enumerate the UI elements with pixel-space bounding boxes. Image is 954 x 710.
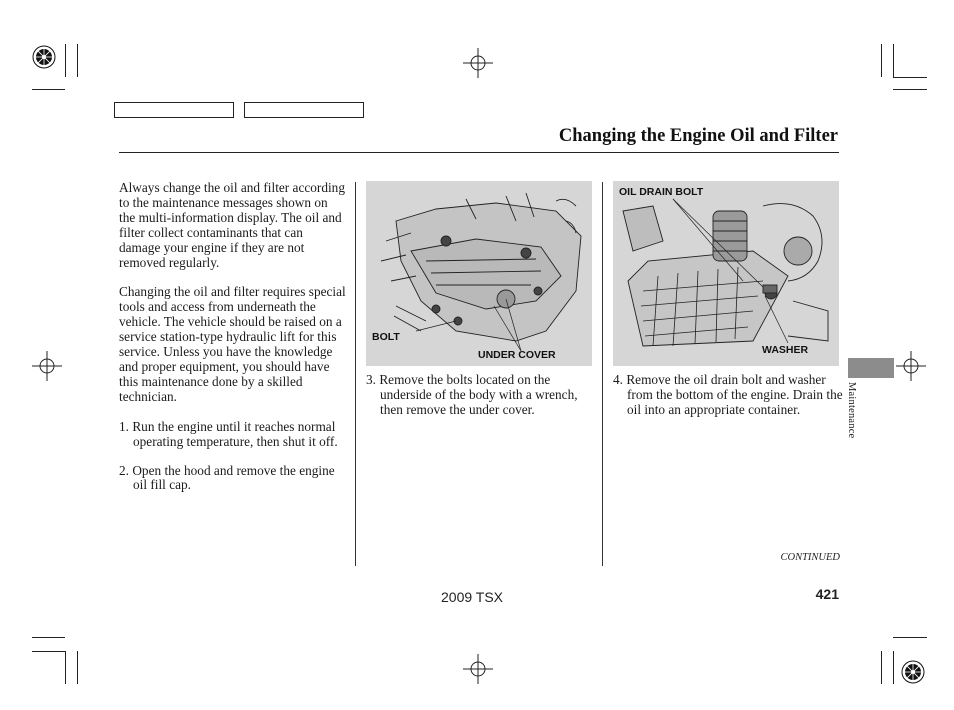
step-1-number: 1.	[119, 418, 129, 434]
step-4	[613, 373, 849, 418]
title-rule	[119, 152, 839, 153]
crop-mark	[893, 44, 894, 77]
column-divider	[355, 182, 356, 566]
crop-mark	[881, 651, 882, 684]
crop-mark	[881, 44, 882, 77]
oil-drain-drawing	[613, 181, 839, 366]
step-2-text: Open the hood and remove the engine oil fill cap.	[132, 462, 335, 493]
step-4-text: Remove the oil drain bolt and washer from the bottom of the engine. Drain the oil into an appropriate container.	[626, 372, 843, 417]
section-tab	[848, 358, 894, 378]
label-washer: WASHER	[762, 344, 809, 356]
oil-drain-bolt-illustration	[613, 181, 839, 366]
crop-mark	[65, 44, 66, 77]
crop-mark	[77, 651, 78, 684]
left-column	[119, 181, 347, 493]
crop-mark	[893, 89, 927, 90]
page-title: Changing the Engine Oil and Filter	[558, 126, 838, 146]
crop-mark	[65, 651, 66, 684]
page-number: 421	[815, 586, 839, 602]
crop-mark	[32, 89, 65, 90]
footer-model: 2009 TSX	[441, 589, 504, 605]
registration-starburst-icon	[31, 44, 57, 70]
step-4-number: 4.	[613, 372, 623, 387]
step-3-text: Remove the bolts located on the underside of the body with a wrench, then remove the under cover.	[379, 372, 578, 417]
registration-starburst-icon	[900, 659, 926, 685]
step-1-text: Run the engine until it reaches normal operating temperature, then shut it off.	[132, 418, 338, 449]
registration-crosshair-icon	[463, 48, 493, 78]
step-2	[119, 464, 338, 494]
registration-crosshair-icon	[32, 351, 62, 381]
crop-mark	[893, 77, 927, 78]
section-side-label: Maintenance	[846, 382, 857, 439]
label-bolt: BOLT	[372, 331, 400, 343]
continued-note: CONTINUED	[780, 552, 840, 563]
header-box-right	[244, 102, 364, 118]
column-divider	[602, 182, 603, 566]
step-1	[119, 420, 347, 450]
step-3-number: 3.	[366, 372, 376, 387]
crop-mark	[77, 44, 78, 77]
intro-paragraph-1: Always change the oil and filter according to the maintenance messages shown on the multi-information display. The oil and filter collect contaminants that can damage your engine if they are not removed regularly.	[119, 180, 345, 270]
label-oil-drain-bolt: OIL DRAIN BOLT	[619, 186, 704, 198]
registration-crosshair-icon	[896, 351, 926, 381]
crop-mark	[893, 651, 894, 684]
crop-mark	[893, 637, 927, 638]
registration-crosshair-icon	[463, 654, 493, 684]
label-under-cover: UNDER COVER	[478, 349, 556, 361]
crop-mark	[32, 637, 65, 638]
step-3	[366, 373, 602, 418]
intro-paragraph-2: Changing the oil and filter requires special tools and access from underneath the vehicle. The vehicle should be raised on a service station-type hydraulic lift for this service. Unless you have the knowledge and proper equipment, you should have this maintenance done by a skilled technician.	[119, 284, 346, 404]
header-box-left	[114, 102, 234, 118]
under-cover-illustration	[366, 181, 592, 366]
crop-mark	[32, 651, 65, 652]
step-2-number: 2.	[119, 462, 129, 478]
